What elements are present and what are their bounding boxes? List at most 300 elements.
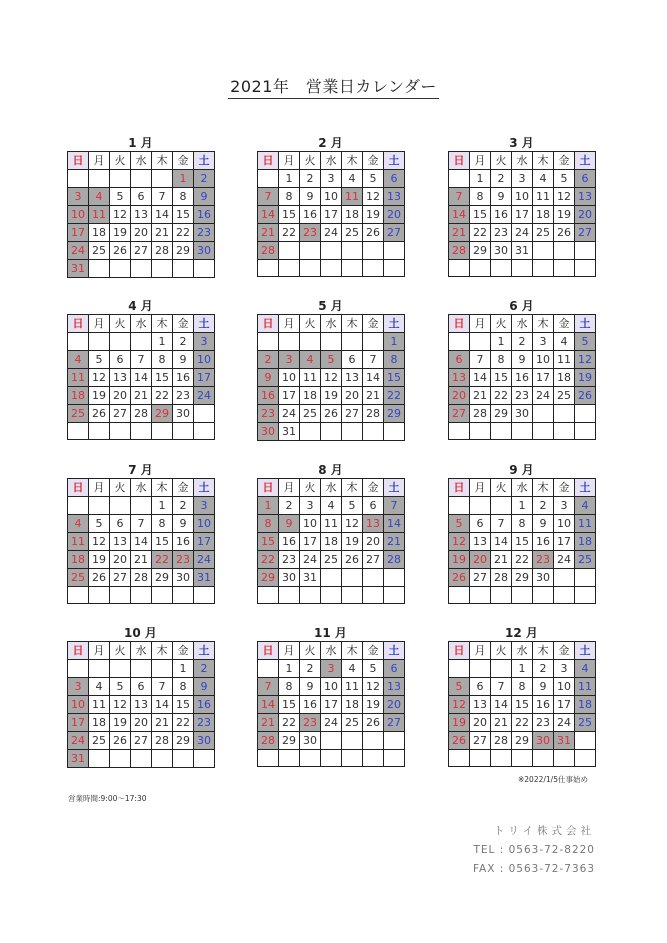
day-cell: 7 xyxy=(491,515,512,533)
empty-cell xyxy=(554,423,575,440)
empty-cell xyxy=(131,660,152,678)
day-cell: 8 xyxy=(491,351,512,369)
weekday-header: 日 xyxy=(258,315,279,333)
day-cell: 13 xyxy=(384,188,405,206)
weekday-header: 金 xyxy=(363,315,384,333)
weekday-header: 日 xyxy=(68,152,89,170)
empty-cell xyxy=(491,750,512,767)
day-cell: 23 xyxy=(194,714,215,732)
week-row xyxy=(449,551,596,569)
empty-cell xyxy=(533,423,554,440)
empty-cell xyxy=(491,423,512,440)
day-cell: 26 xyxy=(363,714,384,732)
day-cell: 30 xyxy=(194,732,215,750)
empty-cell xyxy=(363,750,384,767)
day-cell: 3 xyxy=(554,660,575,678)
week-row xyxy=(258,333,405,351)
empty-cell xyxy=(363,260,384,277)
day-cell: 9 xyxy=(533,515,554,533)
day-cell: 15 xyxy=(512,533,533,551)
day-cell: 16 xyxy=(300,696,321,714)
empty-cell xyxy=(194,405,215,423)
empty-cell xyxy=(342,587,363,604)
month-title: 1 月 xyxy=(128,136,153,150)
day-cell: 28 xyxy=(491,732,512,750)
week-row xyxy=(68,551,215,569)
day-cell: 18 xyxy=(342,206,363,224)
day-cell: 18 xyxy=(321,533,342,551)
day-cell: 10 xyxy=(533,351,554,369)
day-cell: 16 xyxy=(491,206,512,224)
day-cell: 12 xyxy=(89,533,110,551)
empty-cell xyxy=(68,170,89,188)
weekday-header-row xyxy=(258,479,405,497)
day-cell: 6 xyxy=(110,351,131,369)
day-cell: 22 xyxy=(470,224,491,242)
company-tel: TEL : 0563-72-8220 xyxy=(473,844,595,856)
empty-cell xyxy=(110,260,131,278)
weekday-header-row xyxy=(68,152,215,170)
empty-cell xyxy=(470,423,491,440)
day-cell: 17 xyxy=(194,533,215,551)
empty-cell xyxy=(321,587,342,604)
week-row xyxy=(68,260,215,278)
day-cell: 9 xyxy=(194,678,215,696)
empty-cell xyxy=(173,750,194,768)
weekday-header: 金 xyxy=(554,479,575,497)
day-cell: 6 xyxy=(575,170,596,188)
week-row xyxy=(68,423,215,440)
day-cell: 17 xyxy=(194,369,215,387)
weekday-header: 火 xyxy=(491,152,512,170)
week-row xyxy=(449,732,596,750)
day-cell: 7 xyxy=(131,351,152,369)
week-row xyxy=(258,188,405,206)
day-cell: 5 xyxy=(89,515,110,533)
empty-cell xyxy=(575,750,596,767)
weekday-header-row xyxy=(449,479,596,497)
weekday-header: 日 xyxy=(449,315,470,333)
empty-cell xyxy=(384,242,405,260)
empty-cell xyxy=(363,423,384,441)
day-cell: 10 xyxy=(300,515,321,533)
day-cell: 3 xyxy=(68,678,89,696)
day-cell: 4 xyxy=(89,678,110,696)
empty-cell xyxy=(575,423,596,440)
empty-cell xyxy=(575,732,596,750)
weekday-header: 木 xyxy=(533,479,554,497)
day-cell: 9 xyxy=(173,351,194,369)
day-cell: 15 xyxy=(491,369,512,387)
empty-cell xyxy=(449,497,470,515)
weekday-header-row xyxy=(258,152,405,170)
day-cell: 13 xyxy=(110,533,131,551)
month-4 xyxy=(67,298,214,440)
weekday-header: 水 xyxy=(321,152,342,170)
week-row xyxy=(258,750,405,767)
day-cell: 3 xyxy=(194,333,215,351)
day-cell: 18 xyxy=(342,696,363,714)
day-cell: 27 xyxy=(342,405,363,423)
day-cell: 4 xyxy=(575,660,596,678)
day-cell: 19 xyxy=(89,387,110,405)
empty-cell xyxy=(554,260,575,277)
day-cell: 13 xyxy=(110,369,131,387)
day-cell: 21 xyxy=(258,224,279,242)
month-7 xyxy=(67,462,214,604)
month-6 xyxy=(448,298,595,440)
day-cell: 2 xyxy=(300,170,321,188)
day-cell: 12 xyxy=(449,533,470,551)
day-cell: 6 xyxy=(363,497,384,515)
weekday-header: 火 xyxy=(300,479,321,497)
day-cell: 3 xyxy=(533,333,554,351)
empty-cell xyxy=(110,660,131,678)
day-cell: 19 xyxy=(110,714,131,732)
empty-cell xyxy=(152,260,173,278)
empty-cell xyxy=(384,587,405,604)
empty-cell xyxy=(131,170,152,188)
week-row xyxy=(68,369,215,387)
month-5 xyxy=(257,298,404,441)
weekday-header: 土 xyxy=(194,152,215,170)
empty-cell xyxy=(89,423,110,440)
weekday-header: 日 xyxy=(449,642,470,660)
day-cell: 4 xyxy=(554,333,575,351)
empty-cell xyxy=(89,170,110,188)
day-cell: 20 xyxy=(131,714,152,732)
empty-cell xyxy=(384,260,405,277)
day-cell: 7 xyxy=(384,497,405,515)
day-cell: 4 xyxy=(68,515,89,533)
day-cell: 23 xyxy=(300,224,321,242)
week-row xyxy=(449,714,596,732)
day-cell: 20 xyxy=(110,551,131,569)
day-cell: 22 xyxy=(491,387,512,405)
empty-cell xyxy=(131,423,152,440)
day-cell: 2 xyxy=(258,351,279,369)
empty-cell xyxy=(152,170,173,188)
weekday-header-row xyxy=(449,642,596,660)
day-cell: 25 xyxy=(533,224,554,242)
day-cell: 22 xyxy=(279,224,300,242)
empty-cell xyxy=(68,497,89,515)
empty-cell xyxy=(89,587,110,604)
empty-cell xyxy=(321,750,342,767)
day-cell: 5 xyxy=(575,333,596,351)
day-cell: 26 xyxy=(321,405,342,423)
day-cell: 31 xyxy=(68,260,89,278)
day-cell: 2 xyxy=(194,660,215,678)
week-row xyxy=(258,551,405,569)
empty-cell xyxy=(449,750,470,767)
day-cell: 24 xyxy=(68,732,89,750)
empty-cell xyxy=(363,569,384,587)
empty-cell xyxy=(512,587,533,604)
day-cell: 1 xyxy=(152,333,173,351)
weekday-header: 土 xyxy=(575,479,596,497)
day-cell: 28 xyxy=(384,551,405,569)
empty-cell xyxy=(131,497,152,515)
empty-cell xyxy=(342,333,363,351)
day-cell: 23 xyxy=(279,551,300,569)
weekday-header: 日 xyxy=(258,152,279,170)
day-cell: 5 xyxy=(449,678,470,696)
day-cell: 14 xyxy=(131,533,152,551)
weekday-header: 木 xyxy=(152,642,173,660)
empty-cell xyxy=(89,260,110,278)
day-cell: 31 xyxy=(300,569,321,587)
empty-cell xyxy=(384,750,405,767)
day-cell: 29 xyxy=(512,569,533,587)
empty-cell xyxy=(131,260,152,278)
empty-cell xyxy=(342,569,363,587)
empty-cell xyxy=(194,423,215,440)
day-cell: 11 xyxy=(554,351,575,369)
day-cell: 16 xyxy=(173,369,194,387)
day-cell: 25 xyxy=(342,714,363,732)
day-cell: 1 xyxy=(512,497,533,515)
day-cell: 29 xyxy=(512,732,533,750)
empty-cell xyxy=(300,423,321,441)
day-cell: 18 xyxy=(575,696,596,714)
day-cell: 13 xyxy=(470,533,491,551)
empty-cell xyxy=(533,242,554,260)
weekday-header: 水 xyxy=(321,642,342,660)
empty-cell xyxy=(363,242,384,260)
weekday-header-row xyxy=(68,479,215,497)
day-cell: 26 xyxy=(110,242,131,260)
weekday-header: 日 xyxy=(68,642,89,660)
weekday-header: 水 xyxy=(131,315,152,333)
month-title: 9 月 xyxy=(509,463,534,477)
day-cell: 1 xyxy=(470,170,491,188)
weekday-header: 土 xyxy=(384,479,405,497)
week-row xyxy=(68,188,215,206)
empty-cell xyxy=(258,587,279,604)
weekday-header: 月 xyxy=(89,642,110,660)
week-row xyxy=(449,569,596,587)
empty-cell xyxy=(575,405,596,423)
week-row xyxy=(68,242,215,260)
day-cell: 4 xyxy=(575,497,596,515)
day-cell: 11 xyxy=(342,678,363,696)
day-cell: 6 xyxy=(449,351,470,369)
week-row xyxy=(258,242,405,260)
empty-cell xyxy=(449,587,470,604)
day-cell: 13 xyxy=(384,678,405,696)
empty-cell xyxy=(258,750,279,767)
week-row xyxy=(258,678,405,696)
day-cell: 25 xyxy=(68,405,89,423)
day-cell: 20 xyxy=(384,206,405,224)
day-cell: 14 xyxy=(491,696,512,714)
week-row xyxy=(68,714,215,732)
day-cell: 25 xyxy=(68,569,89,587)
day-cell: 17 xyxy=(554,696,575,714)
day-cell: 19 xyxy=(363,696,384,714)
empty-cell xyxy=(110,750,131,768)
week-row xyxy=(258,224,405,242)
week-row xyxy=(258,387,405,405)
day-cell: 23 xyxy=(533,714,554,732)
day-cell: 16 xyxy=(512,369,533,387)
day-cell: 18 xyxy=(68,387,89,405)
empty-cell xyxy=(384,732,405,750)
empty-cell xyxy=(321,260,342,277)
day-cell: 5 xyxy=(342,497,363,515)
empty-cell xyxy=(554,242,575,260)
week-row xyxy=(68,351,215,369)
day-cell: 18 xyxy=(89,224,110,242)
empty-cell xyxy=(152,423,173,440)
weekday-header: 火 xyxy=(110,642,131,660)
day-cell: 15 xyxy=(152,369,173,387)
day-cell: 24 xyxy=(194,551,215,569)
day-cell: 26 xyxy=(89,569,110,587)
empty-cell xyxy=(279,587,300,604)
day-cell: 24 xyxy=(321,224,342,242)
day-cell: 11 xyxy=(575,515,596,533)
day-cell: 1 xyxy=(279,170,300,188)
day-cell: 14 xyxy=(384,515,405,533)
week-row xyxy=(68,405,215,423)
empty-cell xyxy=(470,497,491,515)
day-cell: 17 xyxy=(321,206,342,224)
day-cell: 18 xyxy=(300,387,321,405)
day-cell: 27 xyxy=(384,224,405,242)
day-cell: 10 xyxy=(321,188,342,206)
empty-cell xyxy=(384,423,405,441)
day-cell: 7 xyxy=(258,678,279,696)
empty-cell xyxy=(575,242,596,260)
day-cell: 27 xyxy=(575,224,596,242)
company-fax: FAX : 0563-72-7363 xyxy=(472,863,595,875)
empty-cell xyxy=(491,587,512,604)
day-cell: 12 xyxy=(342,515,363,533)
day-cell: 25 xyxy=(300,405,321,423)
day-cell: 14 xyxy=(491,533,512,551)
day-cell: 30 xyxy=(258,423,279,441)
month-title: 2 月 xyxy=(318,136,343,150)
day-cell: 13 xyxy=(470,696,491,714)
week-row xyxy=(68,333,215,351)
day-cell: 5 xyxy=(110,188,131,206)
empty-cell xyxy=(449,170,470,188)
day-cell: 6 xyxy=(131,678,152,696)
day-cell: 28 xyxy=(131,569,152,587)
day-cell: 15 xyxy=(470,206,491,224)
weekday-header: 火 xyxy=(300,315,321,333)
day-cell: 5 xyxy=(363,170,384,188)
week-row xyxy=(449,224,596,242)
empty-cell xyxy=(68,660,89,678)
empty-cell xyxy=(512,260,533,277)
month-10 xyxy=(67,625,214,768)
empty-cell xyxy=(110,587,131,604)
weekday-header: 水 xyxy=(131,479,152,497)
day-cell: 20 xyxy=(449,387,470,405)
empty-cell xyxy=(449,423,470,440)
empty-cell xyxy=(152,587,173,604)
weekday-header: 火 xyxy=(110,479,131,497)
day-cell: 4 xyxy=(321,497,342,515)
day-cell: 21 xyxy=(491,714,512,732)
day-cell: 10 xyxy=(279,369,300,387)
day-cell: 2 xyxy=(533,660,554,678)
week-row xyxy=(68,678,215,696)
month-table xyxy=(448,151,596,277)
day-cell: 27 xyxy=(363,551,384,569)
week-row xyxy=(68,569,215,587)
day-cell: 20 xyxy=(384,696,405,714)
day-cell: 30 xyxy=(173,569,194,587)
weekday-header: 水 xyxy=(131,152,152,170)
empty-cell xyxy=(449,333,470,351)
day-cell: 27 xyxy=(470,569,491,587)
empty-cell xyxy=(194,260,215,278)
month-table xyxy=(67,151,215,278)
weekday-header: 金 xyxy=(363,479,384,497)
day-cell: 7 xyxy=(470,351,491,369)
week-row xyxy=(449,387,596,405)
week-row xyxy=(449,533,596,551)
week-row xyxy=(68,497,215,515)
empty-cell xyxy=(131,750,152,768)
day-cell: 29 xyxy=(470,242,491,260)
day-cell: 21 xyxy=(363,387,384,405)
day-cell: 9 xyxy=(300,678,321,696)
day-cell: 29 xyxy=(384,405,405,423)
day-cell: 22 xyxy=(258,551,279,569)
empty-cell xyxy=(300,750,321,767)
day-cell: 22 xyxy=(512,551,533,569)
day-cell: 17 xyxy=(68,224,89,242)
weekday-header: 水 xyxy=(512,152,533,170)
day-cell: 20 xyxy=(363,533,384,551)
day-cell: 19 xyxy=(449,714,470,732)
day-cell: 8 xyxy=(512,515,533,533)
day-cell: 28 xyxy=(152,732,173,750)
weekday-header: 土 xyxy=(384,642,405,660)
day-cell: 23 xyxy=(300,714,321,732)
day-cell: 16 xyxy=(279,533,300,551)
day-cell: 12 xyxy=(110,696,131,714)
weekday-header: 日 xyxy=(258,479,279,497)
day-cell: 9 xyxy=(491,188,512,206)
day-cell: 13 xyxy=(449,369,470,387)
day-cell: 10 xyxy=(68,696,89,714)
weekday-header: 火 xyxy=(491,315,512,333)
day-cell: 2 xyxy=(491,170,512,188)
month-table xyxy=(448,641,596,767)
week-row xyxy=(258,696,405,714)
day-cell: 19 xyxy=(110,224,131,242)
empty-cell xyxy=(279,333,300,351)
day-cell: 8 xyxy=(512,678,533,696)
day-cell: 19 xyxy=(449,551,470,569)
day-cell: 26 xyxy=(449,569,470,587)
day-cell: 8 xyxy=(173,188,194,206)
week-row xyxy=(68,515,215,533)
day-cell: 9 xyxy=(512,351,533,369)
week-row xyxy=(258,260,405,277)
day-cell: 2 xyxy=(173,333,194,351)
week-row xyxy=(258,732,405,750)
empty-cell xyxy=(89,660,110,678)
day-cell: 28 xyxy=(491,569,512,587)
day-cell: 30 xyxy=(512,405,533,423)
